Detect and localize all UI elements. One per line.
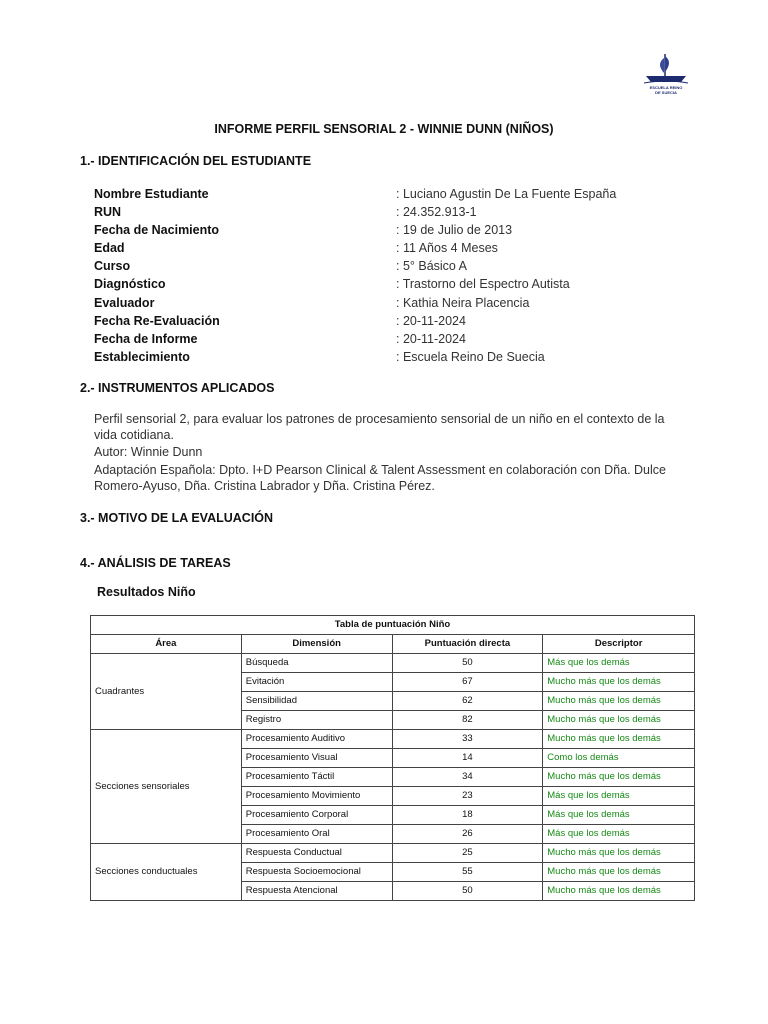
dimension-cell: Respuesta Conductual <box>241 844 392 863</box>
dimension-cell: Sensibilidad <box>241 692 392 711</box>
header-score: Puntuación directa <box>392 635 543 654</box>
id-label: Curso <box>94 259 131 274</box>
id-value: : Trastorno del Espectro Autista <box>396 277 570 292</box>
id-row <box>94 185 654 203</box>
descriptor-cell: Mucho más que los demás <box>543 882 695 901</box>
instrument-author: Autor: Winnie Dunn <box>94 445 203 459</box>
descriptor-cell: Mucho más que los demás <box>543 844 695 863</box>
id-label: RUN <box>94 205 122 220</box>
table-row <box>91 844 695 863</box>
descriptor-cell: Más que los demás <box>543 806 695 825</box>
id-row <box>94 330 654 348</box>
area-cell: Secciones conductuales <box>91 844 242 901</box>
dimension-cell: Procesamiento Corporal <box>241 806 392 825</box>
score-cell: 26 <box>392 825 543 844</box>
id-value: : 5° Básico A <box>396 259 468 274</box>
id-value: : 11 Años 4 Meses <box>396 241 498 256</box>
id-row <box>94 294 654 312</box>
descriptor-cell: Mucho más que los demás <box>543 673 695 692</box>
id-row <box>94 348 654 366</box>
dimension-cell: Procesamiento Movimiento <box>241 787 392 806</box>
id-value: : 20-11-2024 <box>396 331 466 346</box>
descriptor-cell: Más que los demás <box>543 825 695 844</box>
id-row <box>94 221 654 239</box>
section4-heading: 4.- ANÁLISIS DE TAREAS <box>80 556 231 570</box>
descriptor-cell: Más que los demás <box>543 787 695 806</box>
score-cell: 34 <box>392 768 543 787</box>
id-row <box>94 203 654 221</box>
dimension-cell: Procesamiento Oral <box>241 825 392 844</box>
descriptor-cell: Mucho más que los demás <box>543 863 695 882</box>
id-value: : 20-11-2024 <box>396 313 466 328</box>
score-cell: 82 <box>392 711 543 730</box>
table-row <box>91 654 695 673</box>
score-cell: 25 <box>392 844 543 863</box>
section2-heading: 2.- INSTRUMENTOS APLICADOS <box>80 381 275 395</box>
dimension-cell: Respuesta Atencional <box>241 882 392 901</box>
id-row <box>94 239 654 257</box>
descriptor-cell: Más que los demás <box>543 654 695 673</box>
score-cell: 18 <box>392 806 543 825</box>
id-row <box>94 275 654 293</box>
dimension-cell: Procesamiento Auditivo <box>241 730 392 749</box>
score-cell: 14 <box>392 749 543 768</box>
id-value: : Escuela Reino De Suecia <box>396 349 545 364</box>
descriptor-cell: Mucho más que los demás <box>543 711 695 730</box>
table-caption: Tabla de puntuación Niño <box>91 616 695 635</box>
ship-emblem-icon <box>638 48 694 96</box>
score-cell: 67 <box>392 673 543 692</box>
id-label: Diagnóstico <box>94 277 166 292</box>
id-value: : 19 de Julio de 2013 <box>396 223 513 238</box>
section3-heading: 3.- MOTIVO DE LA EVALUACIÓN <box>80 511 274 525</box>
area-cell: Cuadrantes <box>91 654 242 730</box>
descriptor-cell: Mucho más que los demás <box>543 692 695 711</box>
score-table <box>90 615 695 901</box>
area-cell: Secciones sensoriales <box>91 730 242 844</box>
id-row <box>94 312 654 330</box>
header-area: Área <box>91 635 242 654</box>
student-identification <box>94 185 654 366</box>
descriptor-cell: Mucho más que los demás <box>543 730 695 749</box>
id-label: Evaluador <box>94 295 155 310</box>
svg-text:DE SUECIA: DE SUECIA <box>655 90 677 95</box>
id-label: Fecha de Nacimiento <box>94 223 220 238</box>
descriptor-cell: Mucho más que los demás <box>543 768 695 787</box>
score-cell: 55 <box>392 863 543 882</box>
dimension-cell: Registro <box>241 711 392 730</box>
id-label: Fecha Re-Evaluación <box>94 313 220 328</box>
id-row <box>94 257 654 275</box>
id-label: Edad <box>94 241 125 256</box>
score-cell: 50 <box>392 882 543 901</box>
report-title: INFORME PERFIL SENSORIAL 2 - WINNIE DUNN (NIÑOS) <box>214 122 554 136</box>
instrument-adaptation: Adaptación Española: Dpto. I+D Pearson Clinical & Talent Assessment en colaboración con Dña. Dulce Romero-Ayuso, Dña. Cristina Labrador y Dña. Cristina Pérez. <box>94 463 666 493</box>
id-label: Fecha de Informe <box>94 331 198 346</box>
section1-heading: 1.- IDENTIFICACIÓN DEL ESTUDIANTE <box>80 154 312 168</box>
score-cell: 50 <box>392 654 543 673</box>
score-cell: 33 <box>392 730 543 749</box>
id-label: Nombre Estudiante <box>94 187 209 201</box>
id-label: Establecimiento <box>94 349 190 364</box>
school-logo <box>638 48 694 96</box>
header-descriptor: Descriptor <box>543 635 695 654</box>
table-row <box>91 730 695 749</box>
id-value: : Luciano Agustin De La Fuente España <box>396 187 617 201</box>
instrument-description: Perfil sensorial 2, para evaluar los patrones de procesamiento sensorial de un niño en el contexto de la vida cotidiana. <box>94 412 665 442</box>
score-cell: 62 <box>392 692 543 711</box>
dimension-cell: Procesamiento Visual <box>241 749 392 768</box>
dimension-cell: Respuesta Socioemocional <box>241 863 392 882</box>
results-subheading: Resultados Niño <box>97 585 196 599</box>
header-dimension: Dimensión <box>241 635 392 654</box>
svg-text:ESCUELA REINO: ESCUELA REINO <box>649 85 683 90</box>
descriptor-cell: Como los demás <box>543 749 695 768</box>
dimension-cell: Procesamiento Táctil <box>241 768 392 787</box>
score-cell: 23 <box>392 787 543 806</box>
dimension-cell: Búsqueda <box>241 654 392 673</box>
dimension-cell: Evitación <box>241 673 392 692</box>
id-value: : Kathia Neira Placencia <box>396 295 530 310</box>
id-value: : 24.352.913-1 <box>396 205 477 220</box>
